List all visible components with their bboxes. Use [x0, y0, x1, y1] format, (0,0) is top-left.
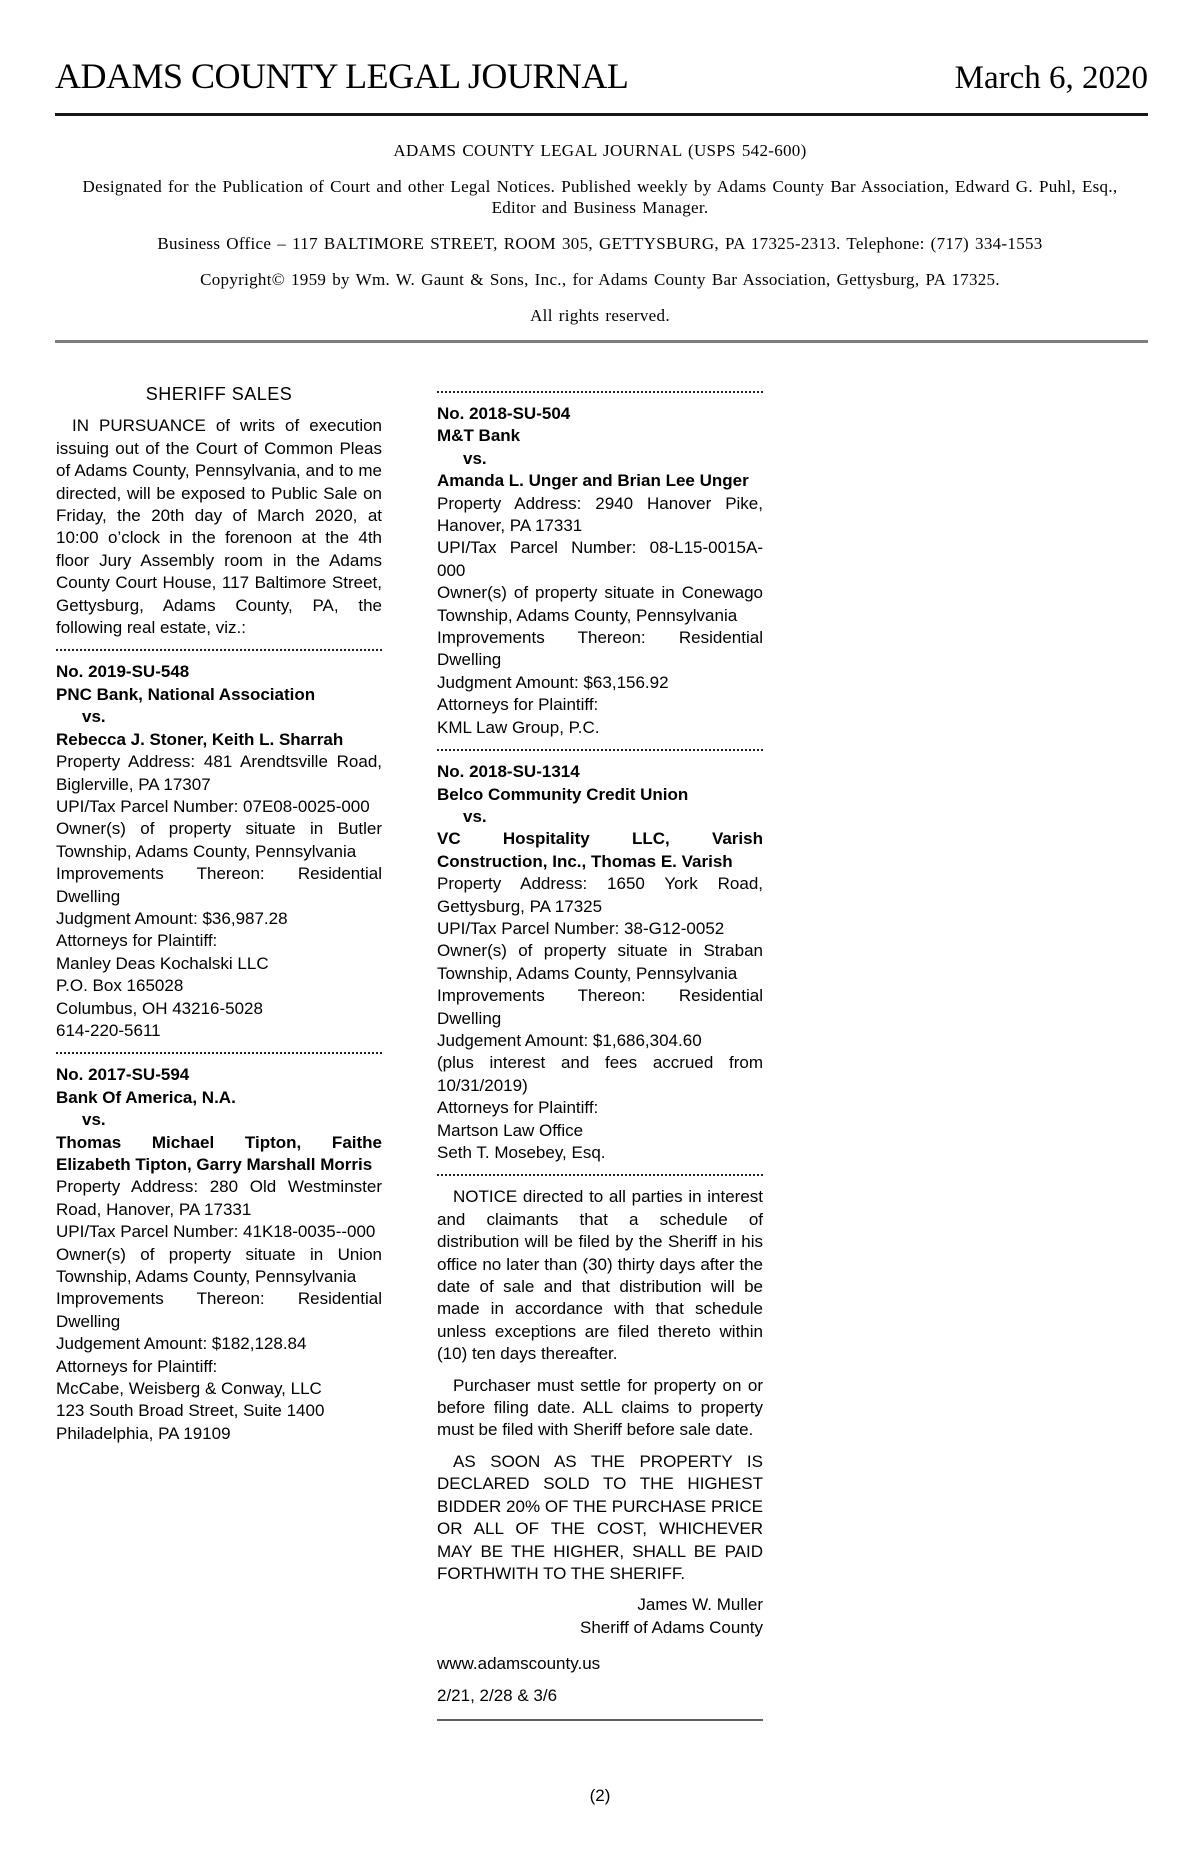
attorney-line: Manley Deas Kochalski LLC	[56, 953, 269, 973]
attorneys-label: Attorneys for Plaintiff:	[437, 695, 599, 715]
judgment-amount: Judgment Amount: $63,156.92	[437, 672, 669, 692]
distribution-notice: NOTICE directed to all parties in interest and claimants that a schedule of distribution will be filed by the Sheriff in his office no later than (30) thirty days after the date of sale and that distribution will be made in accordance with that schedule unless exceptions are filed thereto within (10) ten days thereafter.	[437, 1187, 763, 1364]
vs-label: vs.	[463, 448, 487, 468]
dotted-separator	[56, 649, 382, 651]
sale-entry	[437, 403, 763, 739]
dotted-separator	[437, 749, 763, 751]
masthead-rule	[55, 340, 1148, 343]
case-number: No. 2018-SU-1314	[437, 762, 580, 782]
attorneys-label: Attorneys for Plaintiff:	[56, 931, 218, 951]
masthead	[60, 140, 1140, 341]
parcel-number: UPI/Tax Parcel Number: 41K18-0035--000	[56, 1222, 376, 1242]
publication-dates: 2/21, 2/28 & 3/6	[437, 1685, 558, 1705]
owners-line: Owner(s) of property situate in Straban Township, Adams County, Pennsylvania	[437, 941, 763, 983]
defendants: Rebecca J. Stoner, Keith L. Sharrah	[56, 729, 344, 749]
masthead-journal-line: ADAMS COUNTY LEGAL JOURNAL (USPS 542-600)	[393, 141, 807, 160]
owners-line: Owner(s) of property situate in Union Township, Adams County, Pennsylvania	[56, 1244, 382, 1287]
payment-notice: AS SOON AS THE PROPERTY IS DECLARED SOLD TO THE HIGHEST BIDDER 20% OF THE PURCHASE PRICE OR ALL OF THE COST, WHICHEVER MAY BE THE HIGHER, SHALL BE PAID FORTHWITH TO THE SHERIFF.	[437, 1451, 763, 1583]
dotted-separator	[437, 1174, 763, 1176]
owners-line: Owner(s) of property situate in Conewago Township, Adams County, Pennsylvania	[437, 583, 763, 625]
case-number: No. 2019-SU-548	[56, 662, 190, 682]
vs-label: vs.	[82, 1110, 106, 1130]
end-rule	[437, 1719, 763, 1721]
judgment-amount: Judgement Amount: $1,686,304.60	[437, 1030, 702, 1050]
sheriff-sales-heading: SHERIFF SALES	[145, 384, 293, 404]
sale-entry	[437, 761, 763, 1164]
owners-line: Owner(s) of property situate in Butler Township, Adams County, Pennsylvania	[56, 819, 382, 861]
judgment-amount-note: (plus interest and fees accrued from 10/31/2019)	[437, 1053, 763, 1095]
improvements-line: Improvements Thereon: Residential Dwelling	[56, 864, 382, 906]
attorney-line: McCabe, Weisberg & Conway, LLC	[56, 1379, 322, 1399]
property-address: Property Address: 481 Arendtsville Road, Biglerville, PA 17307	[56, 752, 382, 794]
masthead-rights-line: All rights reserved.	[530, 306, 670, 325]
parcel-number: UPI/Tax Parcel Number: 07E08-0025-000	[56, 796, 370, 816]
page-number: (2)	[589, 1786, 611, 1805]
plaintiff: Belco Community Credit Union	[437, 784, 689, 804]
sheriff-name: James W. Muller	[637, 1595, 763, 1615]
improvements-line: Improvements Thereon: Residential Dwelling	[56, 1289, 382, 1331]
attorney-line: Philadelphia, PA 19109	[56, 1423, 231, 1443]
judgment-amount: Judgment Amount: $36,987.28	[56, 908, 288, 928]
purchaser-notice: Purchaser must settle for property on or before filing date. ALL claims to property must be filed with Sheriff before sale date.	[437, 1375, 763, 1440]
masthead-copyright-line: Copyright© 1959 by Wm. W. Gaunt & Sons, Inc., for Adams County Bar Association, Gettysburg, PA 17325.	[200, 270, 1000, 289]
attorney-line: Columbus, OH 43216-5028	[56, 998, 263, 1018]
defendants: Thomas Michael Tipton, Faithe Elizabeth Tipton, Garry Marshall Morris	[56, 1132, 382, 1174]
dotted-separator	[56, 1052, 382, 1054]
property-address: Property Address: 2940 Hanover Pike, Hanover, PA 17331	[437, 493, 763, 536]
vs-label: vs.	[463, 806, 487, 826]
attorney-line: 614-220-5611	[56, 1020, 161, 1040]
plaintiff: M&T Bank	[437, 426, 521, 446]
attorney-line: Martson Law Office	[437, 1120, 584, 1140]
property-address: Property Address: 280 Old Westminster Road, Hanover, PA 17331	[56, 1177, 382, 1219]
defendants: Amanda L. Unger and Brian Lee Unger	[437, 471, 749, 491]
sale-entry	[56, 661, 382, 1042]
attorney-line: Seth T. Mosebey, Esq.	[437, 1143, 606, 1162]
body-columns	[56, 383, 763, 1721]
sheriff-title: Sheriff of Adams County	[579, 1617, 763, 1637]
attorney-line: P.O. Box 165028	[56, 976, 184, 996]
plaintiff: Bank Of America, N.A.	[56, 1087, 236, 1107]
attorney-line: KML Law Group, P.C.	[437, 717, 600, 737]
parcel-number: UPI/Tax Parcel Number: 38-G12-0052	[437, 918, 725, 938]
attorney-line: 123 South Broad Street, Suite 1400	[56, 1401, 325, 1421]
defendants: VC Hospitality LLC, Varish Construction, Inc., Thomas E. Varish	[437, 829, 763, 871]
journal-title: ADAMS COUNTY LEGAL JOURNAL	[55, 56, 629, 96]
sale-entry	[56, 1064, 382, 1445]
property-address: Property Address: 1650 York Road, Gettysburg, PA 17325	[437, 874, 763, 916]
left-column	[56, 383, 382, 1721]
improvements-line: Improvements Thereon: Residential Dwelling	[437, 986, 763, 1028]
masthead-business-office-line: Business Office – 117 BALTIMORE STREET, ROOM 305, GETTYSBURG, PA 17325-2313. Telephone: (717) 334-1553	[157, 234, 1043, 253]
case-number: No. 2017-SU-594	[56, 1065, 190, 1085]
dotted-separator	[437, 391, 763, 393]
case-number: No. 2018-SU-504	[437, 404, 571, 423]
issue-date: March 6, 2020	[954, 60, 1148, 96]
parcel-number: UPI/Tax Parcel Number: 08-L15-0015A-000	[437, 538, 763, 580]
sheriff-sales-intro: IN PURSUANCE of writs of execution issuing out of the Court of Common Pleas of Adams County, Pennsylvania, and to me directed, will be exposed to Public Sale on Friday, the 20th day of March 2020, at 10:00 o’clock in the forenoon at the 4th floor Jury Assembly room in the Adams County Court House, 117 Baltimore Street, Gettysburg, Adams County, PA, the following real estate, viz.:	[56, 416, 382, 638]
right-column	[437, 383, 763, 1721]
attorneys-label: Attorneys for Plaintiff:	[437, 1098, 599, 1118]
improvements-line: Improvements Thereon: Residential Dwelling	[437, 628, 763, 670]
masthead-designation-line: Designated for the Publication of Court and other Legal Notices. Published weekly by Adams County Bar Association, Edward G. Puhl, Esq., Editor and Business Manager.	[82, 177, 1118, 217]
page-header	[55, 55, 1148, 97]
vs-label: vs.	[82, 707, 106, 727]
plaintiff: PNC Bank, National Association	[56, 684, 316, 704]
attorneys-label: Attorneys for Plaintiff:	[56, 1356, 218, 1376]
signature-block	[437, 1594, 763, 1639]
header-rule	[55, 113, 1148, 116]
county-website: www.adamscounty.us	[437, 1654, 601, 1674]
judgment-amount: Judgement Amount: $182,128.84	[56, 1334, 307, 1354]
